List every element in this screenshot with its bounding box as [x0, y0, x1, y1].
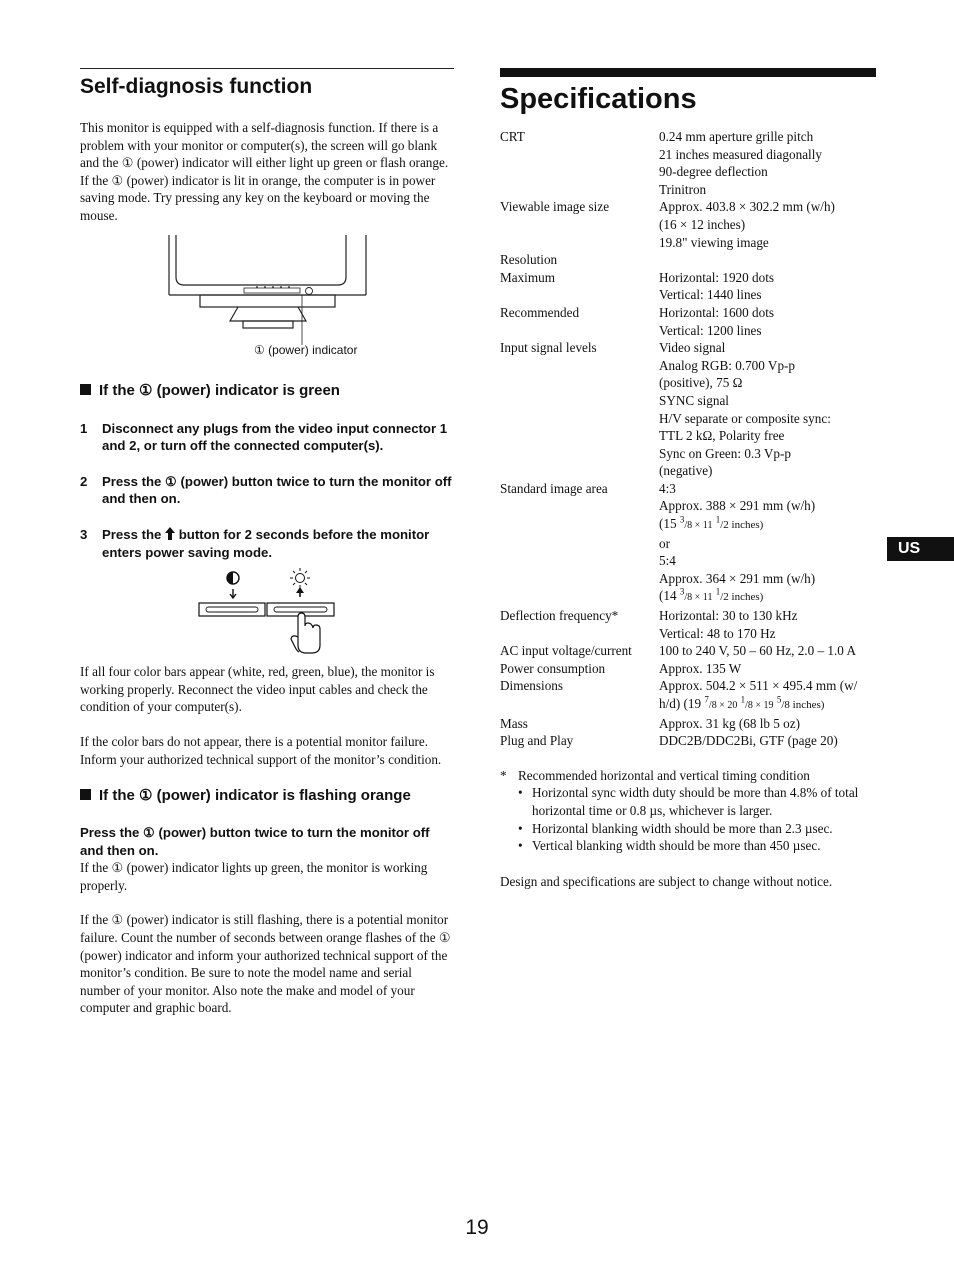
spec-value: Horizontal: 1600 dots	[659, 304, 775, 320]
monitor-figure	[80, 235, 454, 363]
spec-row-input	[500, 339, 876, 357]
spec-row	[500, 410, 876, 428]
language-tab-us: US	[887, 537, 954, 561]
spec-value: h/d) (19 $^7$/8 × 20 $^1$/8 × 19 $^5$/8 inches)	[659, 694, 825, 711]
green-indicator-heading	[80, 381, 454, 401]
spec-row	[500, 625, 876, 643]
spec-row	[500, 304, 876, 322]
spec-row	[500, 181, 876, 199]
bullet-icon: •	[518, 820, 523, 836]
spec-row	[500, 374, 876, 392]
step-number: 2	[80, 473, 88, 489]
timing-notes	[500, 767, 876, 891]
square-bullet-icon	[80, 384, 91, 395]
orange-heading-text: If the ① (power) indicator is flashing orange	[99, 787, 411, 805]
note-bullet	[500, 837, 876, 855]
asterisk-mark: *	[500, 767, 507, 783]
spec-value: Approx. 403.8 × 302.2 mm (w/h)	[659, 199, 835, 215]
note-text: Horizontal blanking width should be more than 2.3 µsec.	[532, 820, 833, 836]
design-change-note: Design and specifications are subject to change without notice.	[500, 873, 833, 889]
section-bar	[500, 68, 876, 77]
specifications-title: Specifications	[500, 83, 697, 115]
self-diagnosis-title: Self-diagnosis function	[80, 75, 313, 98]
spec-row	[500, 535, 876, 553]
spec-value: or	[659, 535, 670, 551]
spec-value: (14 $^3$/8 × 11 $^1$/2 inches)	[659, 587, 764, 604]
spec-row-resolution	[500, 251, 876, 269]
spec-value: Horizontal: 30 to 130 kHz	[659, 608, 798, 624]
step-text-before: Press the	[102, 526, 162, 542]
step-2	[80, 473, 454, 508]
spec-row	[500, 392, 876, 410]
spec-row	[500, 695, 876, 715]
spec-row	[500, 234, 876, 252]
spec-row	[500, 462, 876, 480]
spec-key: Input signal levels	[500, 340, 597, 356]
spec-row-mass	[500, 715, 876, 733]
spec-row-power	[500, 660, 876, 678]
spec-value: 21 inches measured diagonally	[659, 146, 822, 162]
contrast-brightness-buttons-illustration	[80, 567, 454, 663]
spec-row-deflection	[500, 607, 876, 625]
step-number: 3	[80, 526, 88, 542]
spec-row	[500, 552, 876, 570]
spec-row	[500, 445, 876, 463]
step-text-after: button for 2 seconds before the monitor enters power saving mode.	[102, 526, 430, 560]
spec-value: Horizontal: 1920 dots	[659, 269, 775, 285]
spec-key: CRT	[500, 129, 525, 144]
spec-value: Approx. 31 kg (68 lb 5 oz)	[659, 715, 801, 731]
spec-row	[500, 216, 876, 234]
square-bullet-icon	[80, 789, 91, 800]
spec-value: Vertical: 1440 lines	[659, 287, 762, 303]
up-arrow-icon	[165, 527, 175, 540]
spec-value: Vertical: 48 to 170 Hz	[659, 625, 776, 641]
note-text: Vertical blanking width should be more than 450 µsec.	[532, 838, 821, 854]
spec-value: 4:3	[659, 480, 676, 496]
orange-paragraph-2: If the ① (power) indicator is still flashing, there is a potential monitor failure. Count the number of seconds between orange flashes of the ① (power) indicator and inform your authorized technical support of the monitor’s condition. Be sure to note the model name and serial number of your monitor. Also note the make and model of your computer and graphic board.	[80, 912, 451, 1016]
spec-value: (negative)	[659, 463, 713, 479]
spec-value: (positive), 75 Ω	[659, 375, 743, 391]
contrast-icon	[227, 572, 239, 584]
spec-value: DDC2B/DDC2Bi, GTF (page 20)	[659, 733, 838, 749]
spec-value: 100 to 240 V, 50 – 60 Hz, 2.0 – 1.0 A	[659, 643, 856, 659]
spec-row	[500, 587, 876, 607]
spec-row	[500, 515, 876, 535]
spec-row	[500, 163, 876, 181]
page-number: 19	[465, 1216, 489, 1239]
note-bullet	[500, 784, 876, 819]
green-heading-text: If the ① (power) indicator is green	[99, 381, 340, 399]
spec-row-standard-area	[500, 480, 876, 498]
step-text: Press the ① (power) button twice to turn the monitor off and then on.	[102, 473, 452, 507]
spec-value: Sync on Green: 0.3 Vp-p	[659, 445, 791, 461]
note-bullet	[500, 820, 876, 838]
spec-row	[500, 322, 876, 340]
note-heading: Recommended horizontal and vertical timing condition	[518, 767, 810, 783]
orange-paragraph-1: If the ① (power) indicator lights up green, the monitor is working properly.	[80, 860, 428, 893]
step-text	[102, 526, 454, 561]
spec-value: (16 × 12 inches)	[659, 216, 746, 232]
spec-row-viewable	[500, 198, 876, 216]
green-result-paragraph-1: If all four color bars appear (white, red, green, blue), the monitor is working properly. Reconnect the video input cables and check the condition of your computer(s).	[80, 664, 435, 715]
spec-value: Approx. 364 × 291 mm (w/h)	[659, 570, 816, 586]
left-column	[80, 68, 454, 1017]
spec-key: Mass	[500, 715, 528, 731]
note-text: Horizontal sync width duty should be more than 4.8% of total horizontal time or 0.8 µs, whichever is larger.	[532, 785, 859, 818]
spec-key: Deflection frequency*	[500, 608, 619, 624]
spec-value: H/V separate or composite sync:	[659, 410, 831, 426]
spec-value: 5:4	[659, 553, 676, 569]
bullet-icon: •	[518, 785, 523, 801]
spec-key: Resolution	[500, 252, 558, 268]
spec-value: Vertical: 1200 lines	[659, 322, 762, 338]
section-rule	[80, 68, 454, 69]
specifications-table	[500, 128, 876, 750]
spec-row	[500, 357, 876, 375]
spec-value: Approx. 504.2 × 511 × 495.4 mm (w/	[659, 678, 858, 694]
right-column	[500, 68, 876, 890]
spec-value: Trinitron	[659, 181, 707, 197]
spec-value: 90-degree deflection	[659, 164, 768, 180]
spec-key: Plug and Play	[500, 733, 574, 749]
spec-value: Video signal	[659, 340, 726, 356]
step-3	[80, 526, 454, 561]
power-indicator-caption: ① (power) indicator	[254, 342, 358, 357]
spec-row-ac-input	[500, 642, 876, 660]
spec-value: TTL 2 kΩ, Polarity free	[659, 428, 785, 444]
spec-row	[500, 427, 876, 445]
spec-value: 0.24 mm aperture grille pitch	[659, 129, 814, 144]
step-1	[80, 420, 454, 455]
spec-key: Dimensions	[500, 678, 564, 694]
spec-row	[500, 570, 876, 588]
spec-key: Standard image area	[500, 480, 608, 496]
spec-value: Analog RGB: 0.700 Vp-p	[659, 357, 796, 373]
spec-row	[500, 497, 876, 515]
spec-subkey: Maximum	[500, 269, 555, 285]
spec-subkey: Recommended	[500, 304, 580, 320]
spec-row	[500, 146, 876, 164]
spec-value: Approx. 388 × 291 mm (w/h)	[659, 498, 816, 514]
spec-value: 19.8" viewing image	[659, 234, 769, 250]
step-text: Disconnect any plugs from the video input connector 1 and 2, or turn off the connected computer(s).	[102, 420, 448, 454]
spec-row-crt	[500, 128, 876, 146]
spec-row	[500, 269, 876, 287]
orange-indicator-heading	[80, 786, 454, 806]
note-heading-row	[500, 767, 876, 785]
spec-row-plug-and-play	[500, 732, 876, 750]
step-number: 1	[80, 420, 88, 436]
bullet-icon: •	[518, 838, 523, 854]
spec-key: AC input voltage/current	[500, 643, 632, 659]
spec-row-dimensions	[500, 677, 876, 695]
spec-value: (15 $^3$/8 × 11 $^1$/2 inches)	[659, 514, 764, 532]
spec-row	[500, 286, 876, 304]
intro-paragraph: This monitor is equipped with a self-diagnosis function. If there is a problem with your monitor or computer(s), the screen will go blank and the ① (power) indicator will either light up green or flash orange. If the ① (power) indicator is lit in orange, the computer is in power saving mode. Try pressing any key on the keyboard or moving the mouse.	[80, 120, 449, 223]
brightness-icon	[290, 568, 310, 588]
spec-value: SYNC signal	[659, 392, 729, 408]
green-result-paragraph-2: If the color bars do not appear, there is a potential monitor failure. Inform your authorized technical support of the monitor’s condition.	[80, 733, 442, 767]
spec-key: Power consumption	[500, 660, 606, 676]
orange-instruction: Press the ① (power) button twice to turn the monitor off and then on.	[80, 825, 430, 858]
spec-value: Approx. 135 W	[659, 660, 742, 676]
spec-key: Viewable image size	[500, 199, 610, 215]
button-figure	[80, 567, 454, 663]
